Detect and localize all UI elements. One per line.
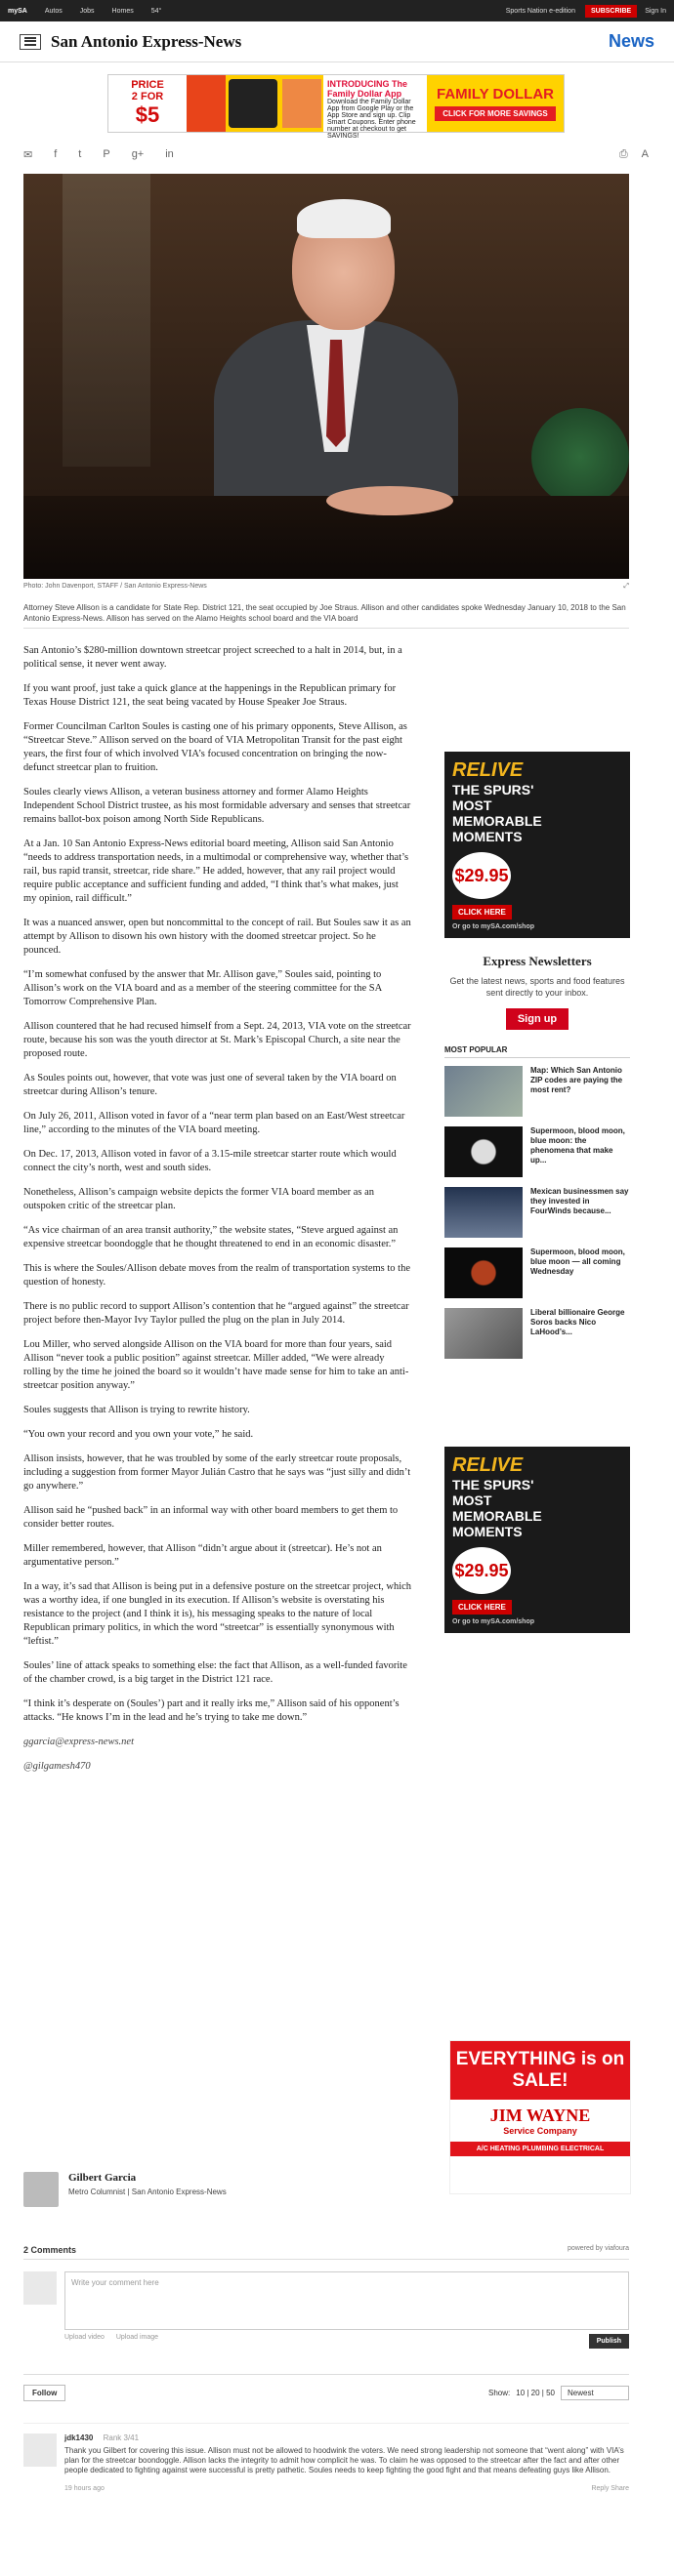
article-body: San Antonio’s $280-million downtown streetcar project screeched to a halt in 2014, but, in a political sense, it never went away. If you want proof, just take a quick glance at the happenings in the Republican primary for Texas House District 121, the seat being vacated by House Speaker Joe Straus. Former Councilman Carlton Soules is casting one of his primary opponents, Steve Allison, as “Streetcar Steve.” Allison served on the board of VIA Metropolitan Transit for the past eight years, the first four of which involved VIA’s focused concentration on bringing the now-defunct streetcar plan to fruition. Soules clearly views Allison, a veteran business attorney and former Alamo Heights Independent School District trustee, as his most formidable adversary and senses that streetcar remains ballot-box poison among North Side Republicans. At a Jan. 10 San Antonio Express-News editorial board meeting, Allison said San Antonio “needs to address transportation needs, in a multimodal or comprehensive way, whether that’s rail, bus rapid transit, streetcar, ride share.” He added, however, that any rail project would require public acceptance and sufficient funding and added, “I think that’s what makes, just my opinion, rail difficult.” It was a nuanced answer, open but noncommittal to the concept of rail. But Soules saw it as an attempt by Allison to disown his own history with the doomed streetcar project. So he pounced. “I’m somewhat confused by the answer that Mr. Allison gave,” Soules said, pointing to Allison’s work on the VIA board and as a member of the steering committee for the SA Tomorrow Comprehensive Plan. Allison countered that he had recused himself from a Sept. 24, 2013, VIA vote on the streetcar route, because his son was the youth director at St. Mark’s Episcopal Church, a site near the proposed route. As Soules points out, however, that vote was just one of several taken by the VIA board on streetcar during Allison’s tenure. On July 26, 2011, Allison voted in favor of a “near term plan based on an East/West streetcar line,” according to the minutes of the VIA board meeting. On Dec. 17, 2013, Allison voted in favor of a 3.15-mile streetcar starter route which would connect the city’s north, west and south sides. Nonetheless, Allison’s campaign website depicts the former VIA board member as an outspoken critic of the streetcar plan. “As vice chairman of an area transit authority,” the website states, “Steve argued against an expensive streetcar boondoggle that he thought threatened to end in an economic disaster.” This is where the Soules/Allison debate moves from the realm of transportation systems to the question of honesty. There is no public record to support Allison’s contention that he “argued against” the streetcar project before then-Mayor Ivy Taylor pulled the plug on the plan in July 2014. Lou Miller, who served alongside Allison on the VIA board for more than four years, said Allison “never took a public position” against streetcar. Miller added, “We were already rolling by the time he joined the board so it wouldn’t have made sense for him to take an anti-streetcar position anyway.” Soules suggests that Allison is trying to rewrite history. “You own your record and you own your vote,” he said. Allison insists, however, that he was troubled by some of the early streetcar route proposals, including a suggestion from former Mayor Julián Castro that he says was “just silly and didn’t go anywhere.” Allison said he “pushed back” in an informal way with other board members to get them to consider better routes. Miller remembered, however, that Allison “didn’t argue about it (streetcar). He’s not an argumentative person.” In a way, it’s sad that Allison is being put in a defensive posture on the streetcar project, which was a worthy idea, if one bungled in its execution. If Allison’s website is overstating his resistance to the project (and I think it is), his messaging speaks to the nature of local Republican primary politics, in which the word “streetcar” is essentially synonymous with “leftist.” Soules’ line of attack speaks to something else: the fact that Allison, as a well-funded favorite of the chamber crowd, is a big target in the District 121 race. “I think it’s desperate on (Soules’) part and it really irks me,” Allison said of his opponent’s attacks. “He knows I’m in the lead and he’s trying to take me down.” ggarcia@express-news.net @gilgamesh470 [23, 645, 412, 1772]
newsletter-signup [444, 938, 630, 1045]
ad-price-badge: $29.95 [452, 1547, 511, 1594]
expand-icon[interactable]: ⤢ [623, 583, 629, 590]
author-card [23, 2172, 414, 2207]
newsletter-title: Express Newsletters [483, 954, 592, 968]
comment-time: 19 hours ago [64, 2485, 105, 2492]
share-bar [23, 144, 649, 164]
list-item[interactable]: Mexican businessmen say they invested in FourWinds because... [444, 1187, 630, 1238]
twitter-icon[interactable]: t [78, 148, 82, 160]
site-header [0, 21, 674, 62]
author-role: Metro Columnist | San Antonio Express-News [68, 2188, 227, 2196]
newsletter-signup-button[interactable]: Sign up [506, 1008, 569, 1030]
e-edition-link[interactable]: Sports Nation e-edition [505, 7, 575, 15]
list-item[interactable]: Supermoon, blood moon, blue moon: the phenomena that make up... [444, 1126, 630, 1177]
thumbnail [444, 1066, 523, 1117]
google-plus-icon[interactable]: g+ [131, 148, 145, 160]
jim-wayne-ad[interactable]: EVERYTHING is on SALE! JIM WAYNE Service Company A/C HEATING PLUMBING ELECTRICAL [449, 2040, 631, 2194]
top-navigation [0, 0, 674, 21]
ad-coupon-image [282, 79, 321, 128]
spurs-ad[interactable]: RELIVE THE SPURS' MOST MEMORABLE MOMENTS $29.95 CLICK HERE Or go to mySA.com/shop [444, 752, 630, 938]
linkedin-icon[interactable]: in [165, 148, 174, 160]
list-item[interactable]: Supermoon, blood moon, blue moon — all coming Wednesday [444, 1247, 630, 1298]
ad-phone-image [229, 79, 277, 128]
email-icon[interactable]: ✉ [23, 148, 33, 161]
photo-caption: Attorney Steve Allison is a candidate for State Rep. District 121, the seat occupied by Joe Straus. Allison and other candidates spoke Wednesday January 10, 2018 to the San Antonio Express-News. Allison has served on the Alamo Heights school board and the VIA board [23, 602, 629, 629]
author-twitter[interactable]: @gilgamesh470 [23, 1761, 91, 1772]
print-icon[interactable]: ⎙ [618, 147, 628, 160]
price-promo: PRICE 2 FOR $5 [108, 75, 187, 132]
app-promo: INTRODUCING The Family Dollar App Download the Family Dollar App from Google Play or the App Store and sign up. Clip Smart Coupons. Enter phone number at checkout to get SAVINGS! [323, 75, 427, 132]
font-size-icon[interactable]: A [641, 147, 649, 160]
photo-credit: Photo: John Davenport, STAFF / San Antonio Express-News ⤢ [23, 583, 629, 590]
comment-actions[interactable]: Reply Share [591, 2485, 629, 2492]
publish-button[interactable]: Publish [589, 2334, 629, 2349]
comment-user[interactable]: jdk1430 [64, 2433, 94, 2442]
pinterest-icon[interactable]: P [103, 148, 110, 160]
ad-cta-button[interactable]: CLICK FOR MORE SAVINGS [435, 106, 555, 121]
nav-jobs[interactable]: Jobs [79, 7, 95, 15]
comment-count: 2 Comments [23, 2245, 77, 2255]
article-photo[interactable] [23, 174, 629, 579]
list-item[interactable]: Map: Which San Antonio ZIP codes are paying the most rent? [444, 1066, 630, 1117]
page-size-selector[interactable]: 10 | 20 | 50 [516, 2389, 555, 2397]
sidebar [444, 752, 630, 1633]
jim-wayne-logo: JIM WAYNE [489, 2106, 591, 2125]
sign-in-link[interactable]: Sign In [645, 7, 666, 15]
ad-price-badge: $29.95 [452, 852, 511, 899]
thumbnail [444, 1308, 523, 1359]
nav-autos[interactable]: Autos [44, 7, 63, 15]
family-dollar-promo [427, 75, 564, 132]
thumbnail [444, 1187, 523, 1238]
weather-temp[interactable]: 54° [150, 7, 162, 15]
comments-section: 2 Comments powered by viafoura Write your comment here Upload video Upload image Publish Follow Show: 10 | 20 | 50 Newest jdk1430 Rank 3/41 Thank you Gilbert for covering this issue. Allison must not be allowed to hoodwink the voters. We need strong leadership not someone that “went along” with VIA’s plan for the streetcar boondoggle. Allison lacks the integrity to admit how complicit he was. To claim he was opposed to the streetcar after the fact and after other people dedicated to fighting against were successful is pretty pathetic. Soules needs to keep fighting the good fight and that means defeating guys like Allison. 19 hours ago Reply Share [23, 2245, 629, 2492]
list-item[interactable]: Liberal billionaire George Soros backs Nico LaHood’s... [444, 1308, 630, 1359]
author-name[interactable]: Gilbert Garcia [68, 2172, 137, 2184]
nav-homes[interactable]: Homes [111, 7, 134, 15]
comment-input[interactable]: Write your comment here [64, 2271, 629, 2330]
site-logo[interactable]: San Antonio Express-News [51, 31, 242, 51]
most-popular-title: MOST POPULAR [444, 1045, 630, 1058]
avatar [23, 2433, 57, 2467]
ad-banner[interactable] [107, 74, 565, 140]
mysa-link[interactable]: mySA [8, 7, 27, 15]
newsletter-text: Get the latest news, sports and food features sent directly to your inbox. [449, 976, 625, 998]
thumbnail [444, 1247, 523, 1298]
comment: jdk1430 Rank 3/41 Thank you Gilbert for covering this issue. Allison must not be allowed to hoodwink the voters. We need strong leadership not someone that “went along” with VIA’s plan for the streetcar boondoggle. Allison lacks the integrity to admit how complicit he was. To claim he was opposed to the streetcar after the fact and after other people dedicated to fighting against were successful is pretty pathetic. Soules needs to keep fighting the good fight and that means defeating guys like Allison. 19 hours ago Reply Share [23, 2423, 629, 2492]
avatar[interactable] [23, 2172, 59, 2207]
facebook-icon[interactable]: f [54, 148, 58, 160]
thumbnail [444, 1126, 523, 1177]
ad-click-here-button: CLICK HERE [452, 1600, 512, 1615]
section-news-link[interactable]: News [608, 31, 654, 51]
menu-icon[interactable] [20, 34, 41, 50]
comment-text: Thank you Gilbert for covering this issue. Allison must not be allowed to hoodwink the voters. We need strong leadership not someone that “went along” with VIA’s plan for the streetcar boondoggle. Allison lacks the integrity to admit how complicit he was. To claim he was opposed to the streetcar after the fact and after other people dedicated to fighting against were successful is pretty pathetic. Soules needs to keep fighting the good fight and that means defeating guys like Allison. [64, 2446, 624, 2474]
family-dollar-logo: FAMILY DOLLAR [436, 86, 554, 102]
sort-select[interactable]: Newest [561, 2386, 629, 2400]
spurs-ad-2[interactable]: RELIVE THE SPURS' MOST MEMORABLE MOMENTS $29.95 CLICK HERE Or go to mySA.com/shop [444, 1447, 630, 1633]
author-email[interactable]: ggarcia@express-news.net [23, 1737, 134, 1747]
avatar [23, 2271, 57, 2305]
most-popular [444, 1045, 630, 1359]
subscribe-button[interactable]: SUBSCRIBE [585, 5, 637, 18]
upload-image-button[interactable]: Upload image [115, 2334, 159, 2341]
follow-button[interactable]: Follow [23, 2385, 65, 2401]
powered-by: powered by viafoura [567, 2245, 629, 2252]
ad-product-image [187, 75, 226, 132]
ad-click-here-button: CLICK HERE [452, 905, 512, 920]
upload-video-button[interactable]: Upload video [64, 2334, 105, 2341]
